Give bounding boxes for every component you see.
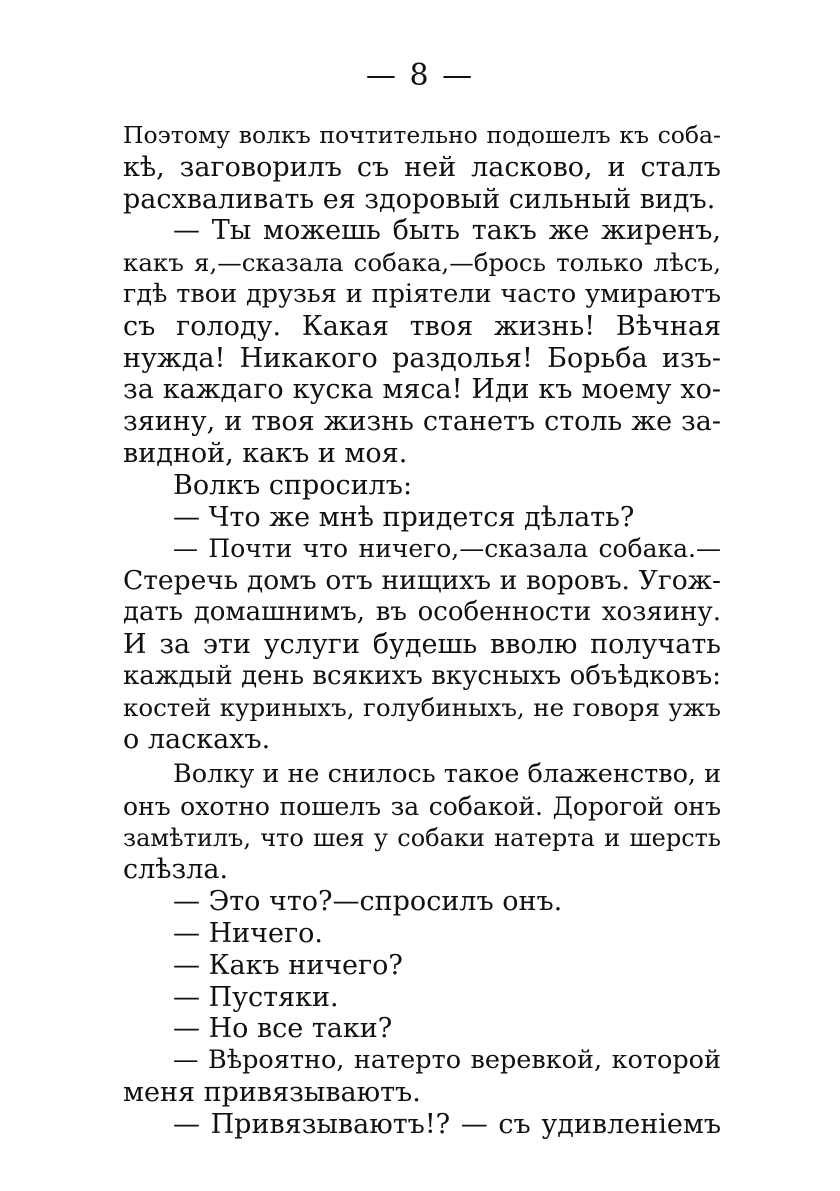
- text-line: о ласкахъ.: [123, 724, 271, 756]
- text-line: за каждаго куска мяса! Иди къ моему хо-: [123, 374, 721, 406]
- text-line: съ голоду. Какая твоя жизнь! Вѣчная: [123, 310, 721, 342]
- text-line: кѣ, заговорилъ съ ней ласково, и сталъ: [123, 151, 721, 183]
- text-line: Поэтому волкъ почтительно подошелъ къ соба-: [123, 121, 721, 149]
- text-line: — Какъ ничего?: [173, 949, 403, 981]
- text-line: И за эти услуги будешь вволю получать: [123, 628, 721, 660]
- text-line: какъ я,—сказала собака,—брось только лѣсъ,: [123, 248, 721, 278]
- text-line: гдѣ твои друзья и пріятели часто умираютъ: [123, 278, 721, 309]
- text-line: Волкъ спросилъ:: [173, 469, 413, 501]
- text-line: замѣтилъ, что шея у собаки натерта и шерсть: [123, 823, 721, 852]
- text-line: костей куриныхъ, голубиныхъ, не говоря ужъ: [123, 693, 721, 723]
- text-line: — Ничего.: [173, 917, 323, 949]
- text-line: — Что же мнѣ придется дѣлать?: [173, 501, 635, 533]
- text-line: дать домашнимъ, въ особенности хозяину.: [123, 596, 721, 627]
- text-line: нужда! Никакого раздолья! Борьба изъ-: [123, 342, 721, 374]
- text-line: слѣзла.: [123, 854, 229, 886]
- text-line: — Но все таки?: [173, 1013, 393, 1045]
- text-line: — Вѣроятно, натерто веревкой, которой: [173, 1045, 721, 1076]
- text-line: — Это что?—спросилъ онъ.: [173, 886, 563, 918]
- text-line: Стеречь домъ отъ нищихъ и воровъ. Угож-: [123, 565, 721, 597]
- page-number: — 8 —: [365, 58, 475, 93]
- text-line: меня привязываютъ.: [123, 1076, 421, 1108]
- text-line: расхваливать ея здоровый сильный видъ.: [123, 183, 716, 215]
- text-line: — Почти что ничего,—сказала собака.—: [173, 534, 721, 564]
- text-line: — Ты можешь быть такъ же жиренъ,: [173, 215, 721, 247]
- text-line: Волку и не снилось такое блаженство, и: [173, 758, 722, 789]
- text-line: — Привязываютъ!? — съ удивленіемъ: [173, 1108, 721, 1140]
- text-line: онъ охотно пошелъ за собакой. Дорогой онъ: [123, 791, 721, 821]
- text-line: зяину, и твоя жизнь станетъ столь же за-: [123, 406, 721, 438]
- text-line: — Пустяки.: [173, 981, 339, 1013]
- body-text: [123, 120, 721, 1141]
- text-line: каждый день всякихъ вкусныхъ объѣдковъ:: [123, 660, 721, 691]
- text-line: видной, какъ и моя.: [123, 437, 408, 469]
